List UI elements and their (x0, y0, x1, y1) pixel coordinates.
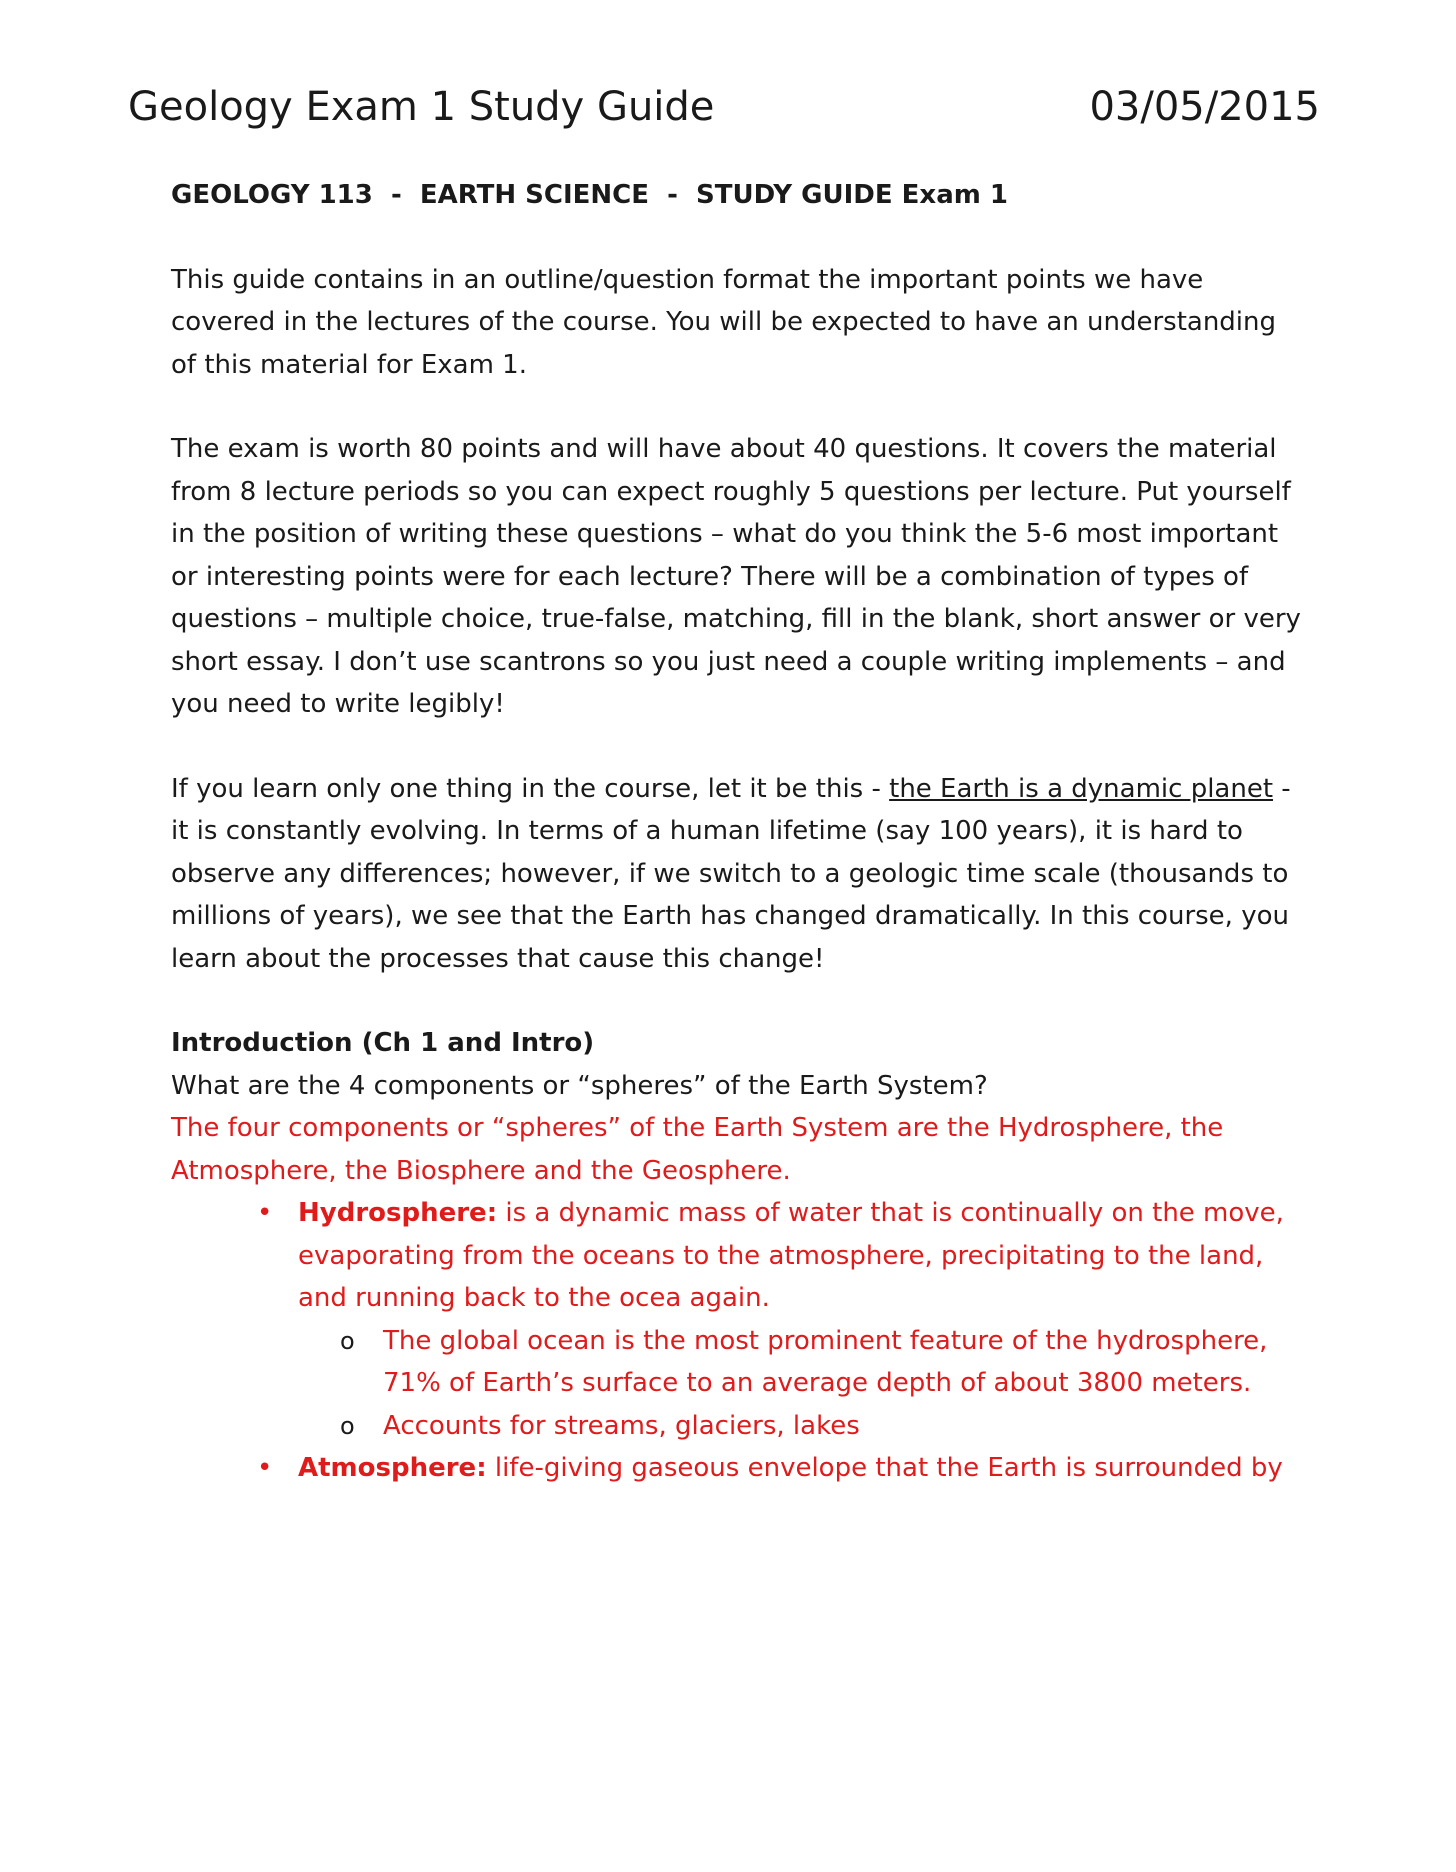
course-name: EARTH SCIENCE (419, 180, 649, 210)
sphere-term: Atmosphere: (298, 1453, 487, 1483)
sub-item-text: Accounts for streams, glaciers, lakes (383, 1410, 860, 1441)
spheres-list (171, 1192, 1301, 1490)
sub-list-item (298, 1405, 1301, 1448)
intro-paragraph: This guide contains in an outline/question format the important points we have covered in the lectures of the course. You will be expected to have an understanding of this material for Exam 1. (171, 264, 1277, 380)
course-code: GEOLOGY 113 (171, 180, 373, 210)
sphere-description: life-giving gaseous envelope that the Earth is surrounded by (486, 1453, 1283, 1483)
sub-list (298, 1320, 1301, 1448)
document-date: 03/05/2015 (1089, 84, 1320, 130)
sub-item-text: The global ocean is the most prominent feature of the hydrosphere, 71% of Earth’s surface to an average depth of about 3800 meters. (383, 1325, 1268, 1398)
circle-bullet-icon: o (340, 1411, 355, 1440)
document-body (171, 174, 1301, 1490)
study-answer: The four components or “spheres” of the Earth System are the Hydrosphere, the Atmosphere, the Biosphere and the Geosphere. (171, 1113, 1224, 1186)
document-header (128, 84, 1320, 130)
exam-info-paragraph: The exam is worth 80 points and will have about 40 questions. It covers the material from 8 lecture periods so you can expect roughly 5 questions per lecture. Put yourself in the position of writing these questions – what do you think the 5-6 most important or interesting points were for each lecture? There will be a combination of types of questions – multiple choice, true-false, matching, fill in the blank, short answer or very short essay. I don’t use scantrons so you just need a couple writing implements – and you need to write legibly! (171, 434, 1301, 719)
course-exam: STUDY GUIDE Exam 1 (696, 180, 1008, 210)
list-item (171, 1192, 1301, 1447)
document-title: Geology Exam 1 Study Guide (128, 84, 715, 130)
sub-list-item (298, 1320, 1301, 1405)
course-title (171, 174, 1301, 217)
bullet-icon: • (257, 1453, 273, 1483)
sphere-term: Hydrosphere: (298, 1198, 498, 1228)
study-question: What are the 4 components or “spheres” of the Earth System? (171, 1070, 988, 1101)
sphere-description: is a dynamic mass of water that is continually on the move, evaporating from the oceans to the atmosphere, precipitating to the land, and running back to the ocea again. (298, 1198, 1284, 1313)
list-item (171, 1447, 1301, 1490)
dynamic-planet-paragraph (171, 768, 1301, 981)
circle-bullet-icon: o (340, 1326, 355, 1355)
bullet-icon: • (257, 1198, 273, 1228)
course-title-separator: - (372, 180, 420, 210)
paragraph-text: - it is constantly evolving. In terms of a human lifetime (say 100 years), it is hard to observe any differences; however, if we switch to a geologic time scale (thousands to millions of years), we see that the Earth has changed dramatically. In this course, you learn about the processes that cause this change! (171, 773, 1291, 974)
course-title-separator: - (649, 180, 696, 210)
section-title: Introduction (Ch 1 and Intro) (171, 1028, 595, 1058)
paragraph-text: If you learn only one thing in the course, let it be this - (171, 773, 890, 804)
underlined-phrase: the Earth is a dynamic planet (889, 773, 1274, 804)
